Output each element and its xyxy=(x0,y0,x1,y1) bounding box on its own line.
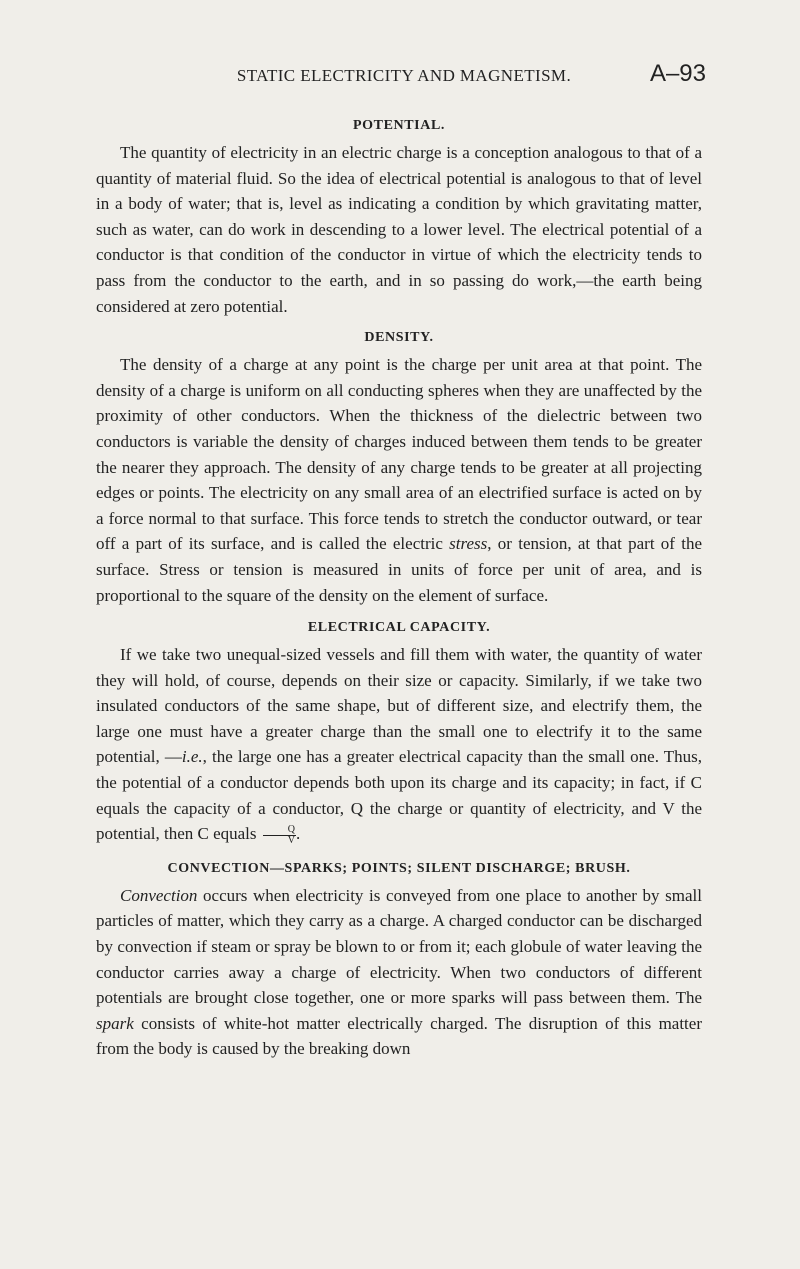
capacity-text-end: . xyxy=(296,824,301,844)
convection-text-2: consists of white-hot matter electrically charged. The disruption of this matter from the body is caused by the breaking down xyxy=(96,1013,702,1059)
paragraph-density xyxy=(96,352,702,608)
paragraph-capacity xyxy=(96,642,702,847)
term-ie: i.e. xyxy=(181,747,203,767)
term-stress: stress xyxy=(449,534,488,554)
fraction-q-over-v xyxy=(263,825,296,846)
page-header xyxy=(102,60,706,94)
fraction-numerator: Q xyxy=(263,825,296,836)
page-body xyxy=(96,112,702,1062)
page-number: A–93 xyxy=(649,60,706,87)
density-text-after: , or tension, at that part of the surface. Stress or tension is measured in units of force per unit of area, and is proportional to the square of the density on the element of surface. xyxy=(96,534,702,605)
density-text-before: The density of a charge at any point is the charge per unit area at that point. The density of a charge is uniform on all conducting spheres when they are unaffected by the proximity of other conductors. When the thickness of the dielectric between two conductors is variable the density of charges induced between them tends to be greater the nearer they approach. The density of any charge tends to be greater at all projecting edges or points. The electricity on any small area of an electrified surface is acted on by a force normal to that surface. This force tends to stretch the conductor outward, or tear off a part of its surface, and is called the electric xyxy=(96,355,702,554)
capacity-text-2: , the large one has a greater electrical capacity than the small one. Thus, the potential of a conductor depends both upon its charge and its capacity; in fact, if C equals the capacity of a conductor, Q the charge or quantity of electricity, and V the potential, then C equals xyxy=(96,747,703,844)
section-title-potential: POTENTIAL. xyxy=(353,118,445,133)
running-title: STATIC ELECTRICITY AND MAGNETISM. xyxy=(236,66,572,85)
paragraph-convection xyxy=(96,883,702,1062)
section-title-convection: CONVECTION—SPARKS; POINTS; SILENT DISCHARGE; BRUSH. xyxy=(167,860,631,876)
term-convection: Convection xyxy=(120,885,198,905)
paragraph-potential: The quantity of electricity in an electric charge is a conception analogous to that of a quantity of material fluid. So the idea of electrical potential is analogous to that of level in a body of water; that is, level as indicating a condition by which gravitating matter, such as water, can do work in descending to a lower level. The electrical potential of a conductor is that condition of the conductor in virtue of which the electricity tends to pass from the conductor to the earth, and in so passing do work,—the earth being considered at zero potential. xyxy=(96,143,702,316)
convection-text-1: occurs when electricity is conveyed from one place to another by small particles of matter, which they carry as a charge. A charged conductor can be discharged by convection if steam or spray be blown to or from it; each globule of water leaving the conductor carries away a charge of electricity. When two conductors of different potentials are brought close together, one or more sparks will pass between them. The xyxy=(96,885,702,1008)
section-title-density: DENSITY. xyxy=(364,330,434,346)
section-title-capacity: ELECTRICAL CAPACITY. xyxy=(307,620,491,636)
fraction-denominator: V xyxy=(287,834,296,846)
term-spark: spark xyxy=(96,1013,134,1033)
capacity-text-1: If we take two unequal-sized vessels and fill them with water, the quantity of water they will hold, of course, depends on their size or capacity. Similarly, if we take two insulated conductors of the same shape, but of different size, and electrify them, the large one must have a greater charge than the small one to electrify it to the same potential, — xyxy=(96,645,702,767)
